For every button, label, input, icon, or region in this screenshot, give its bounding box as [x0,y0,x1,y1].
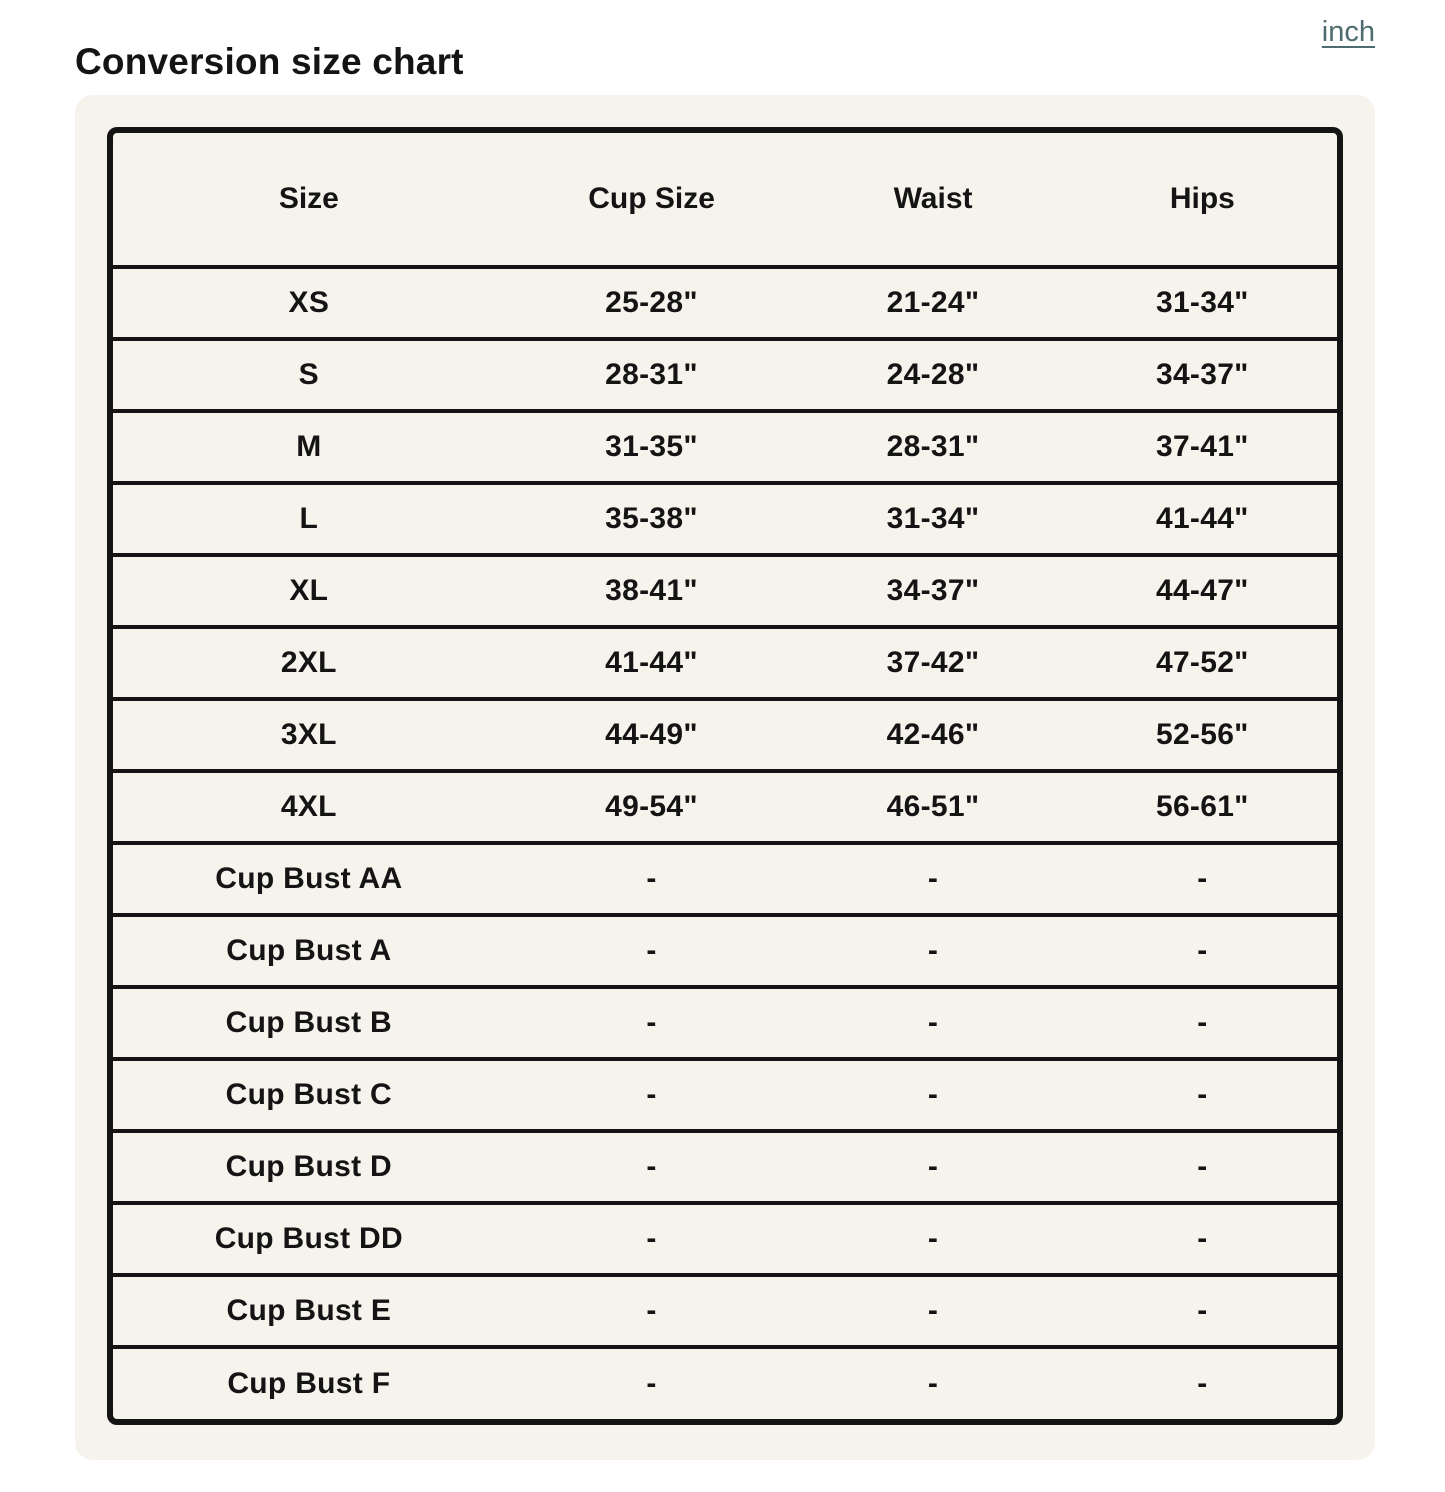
size-cell: S [113,339,505,411]
table-header [113,133,1337,267]
size-cell: XS [113,267,505,339]
table-row [113,627,1337,699]
size-cell: Cup Bust C [113,1059,505,1131]
cup-size-cell: 44-49" [505,699,799,771]
column-header-cup-size: Cup Size [588,182,715,215]
table-row [113,1203,1337,1275]
waist-cell: - [798,1347,1067,1419]
size-cell: Cup Bust D [113,1131,505,1203]
hips-cell: - [1068,843,1337,915]
size-cell: XL [113,555,505,627]
waist-cell: - [798,1203,1067,1275]
waist-cell: 21-24" [798,267,1067,339]
size-cell: L [113,483,505,555]
cup-size-cell: 49-54" [505,771,799,843]
hips-cell: 41-44" [1068,483,1337,555]
table-row [113,699,1337,771]
hips-cell: - [1068,1131,1337,1203]
cup-size-cell: - [505,1203,799,1275]
cup-size-cell: - [505,1059,799,1131]
waist-cell: - [798,1059,1067,1131]
size-cell: 4XL [113,771,505,843]
table-header-row [113,133,1337,267]
waist-cell: 37-42" [798,627,1067,699]
waist-cell: - [798,1131,1067,1203]
table-body [113,267,1337,1419]
size-chart-table-container [107,127,1343,1425]
cup-size-cell: - [505,915,799,987]
hips-cell: 31-34" [1068,267,1337,339]
cup-size-cell: - [505,1131,799,1203]
size-chart-table [113,133,1337,1419]
waist-cell: - [798,915,1067,987]
column-header-waist: Waist [893,182,973,215]
column-header-size: Size [278,182,339,215]
hips-cell: 37-41" [1068,411,1337,483]
unit-toggle-link[interactable]: inch [1321,16,1375,48]
table-row [113,483,1337,555]
table-row [113,771,1337,843]
cup-size-cell: - [505,1347,799,1419]
cup-size-cell: - [505,843,799,915]
size-cell: Cup Bust A [113,915,505,987]
size-cell: M [113,411,505,483]
table-row [113,339,1337,411]
page-title: Conversion size chart [75,40,464,82]
table-row [113,1059,1337,1131]
hips-cell: 44-47" [1068,555,1337,627]
waist-cell: 31-34" [798,483,1067,555]
size-cell: 3XL [113,699,505,771]
hips-cell: - [1068,1347,1337,1419]
hips-cell: 52-56" [1068,699,1337,771]
cup-size-cell: 35-38" [505,483,799,555]
hips-cell: 56-61" [1068,771,1337,843]
size-chart-panel [75,95,1375,1460]
table-row [113,1275,1337,1347]
table-row [113,1347,1337,1419]
table-row [113,843,1337,915]
size-cell: Cup Bust DD [113,1203,505,1275]
hips-cell: - [1068,987,1337,1059]
size-cell: Cup Bust F [113,1347,505,1419]
cup-size-cell: 28-31" [505,339,799,411]
waist-cell: - [798,1275,1067,1347]
cup-size-cell: - [505,1275,799,1347]
waist-cell: 28-31" [798,411,1067,483]
table-row [113,267,1337,339]
size-cell: Cup Bust B [113,987,505,1059]
table-row [113,987,1337,1059]
hips-cell: 34-37" [1068,339,1337,411]
table-row [113,915,1337,987]
cup-size-cell: - [505,987,799,1059]
size-cell: 2XL [113,627,505,699]
cup-size-cell: 41-44" [505,627,799,699]
waist-cell: 46-51" [798,771,1067,843]
table-row [113,1131,1337,1203]
hips-cell: - [1068,1203,1337,1275]
hips-cell: - [1068,1275,1337,1347]
hips-cell: 47-52" [1068,627,1337,699]
size-cell: Cup Bust AA [113,843,505,915]
waist-cell: 24-28" [798,339,1067,411]
hips-cell: - [1068,915,1337,987]
column-header-hips: Hips [1169,182,1235,215]
cup-size-cell: 38-41" [505,555,799,627]
cup-size-cell: 31-35" [505,411,799,483]
cup-size-cell: 25-28" [505,267,799,339]
hips-cell: - [1068,1059,1337,1131]
table-row [113,411,1337,483]
waist-cell: - [798,987,1067,1059]
waist-cell: - [798,843,1067,915]
table-row [113,555,1337,627]
waist-cell: 34-37" [798,555,1067,627]
waist-cell: 42-46" [798,699,1067,771]
size-cell: Cup Bust E [113,1275,505,1347]
